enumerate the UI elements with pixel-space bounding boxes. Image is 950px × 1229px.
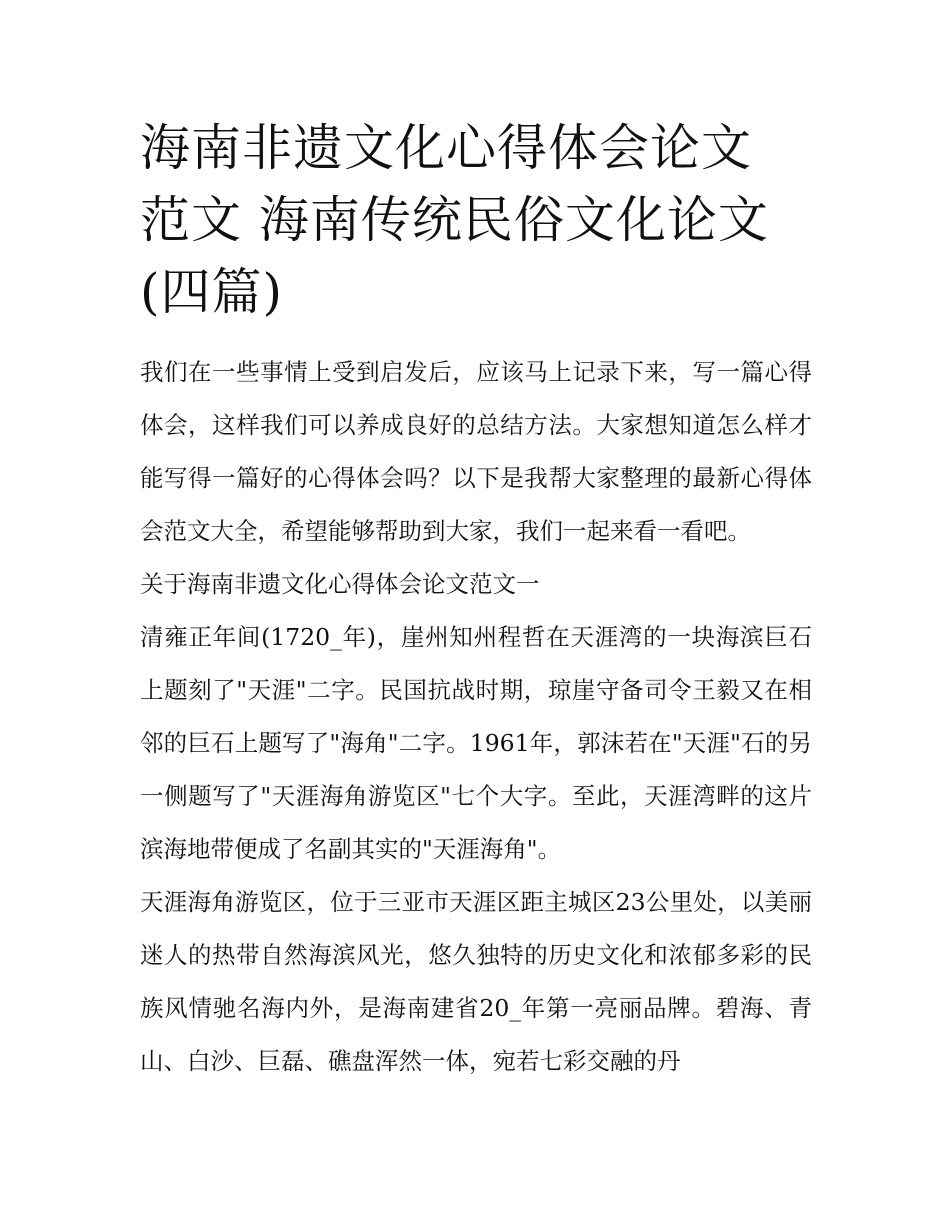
body-paragraph: 天涯海角游览区，位于三亚市天涯区距主城区23公里处，以美丽迷人的热带自然海滨风光，悠久独特的历史文化和浓郁多彩的民族风情驰名海内外，是海南建省20_年第一亮丽品牌。碧海、青山、白沙、巨磊、礁盘浑然一体，宛若七彩交融的丹 [140,888,812,1075]
intro-paragraph: 我们在一些事情上受到启发后，应该马上记录下来，写一篇心得体会，这样我们可以养成良好的总结方法。大家想知道怎么样才能写得一篇好的心得体会吗？以下是我帮大家整理的最新心得体会范文大全，希望能够帮助到大家，我们一起来看一看吧。 [140,358,812,545]
document-title: 海南非遗文化心得体会论文范文 海南传统民俗文化论文(四篇) [140,119,769,321]
body-paragraph: 清雍正年间(1720_年)，崖州知州程哲在天涯湾的一块海滨巨石上题刻了"天涯"二字。民国抗战时期，琼崖守备司令王毅又在相邻的巨石上题写了"海角"二字。1961年，郭沫若在"天涯"石的另一侧题写了"天涯海角游览区"七个大字。至此，天涯湾畔的这片滨海地带便成了名副其实的"天涯海角"。 [140,623,812,863]
document-page [140,112,812,1088]
section-heading: 关于海南非遗文化心得体会论文范文一 [140,570,540,598]
